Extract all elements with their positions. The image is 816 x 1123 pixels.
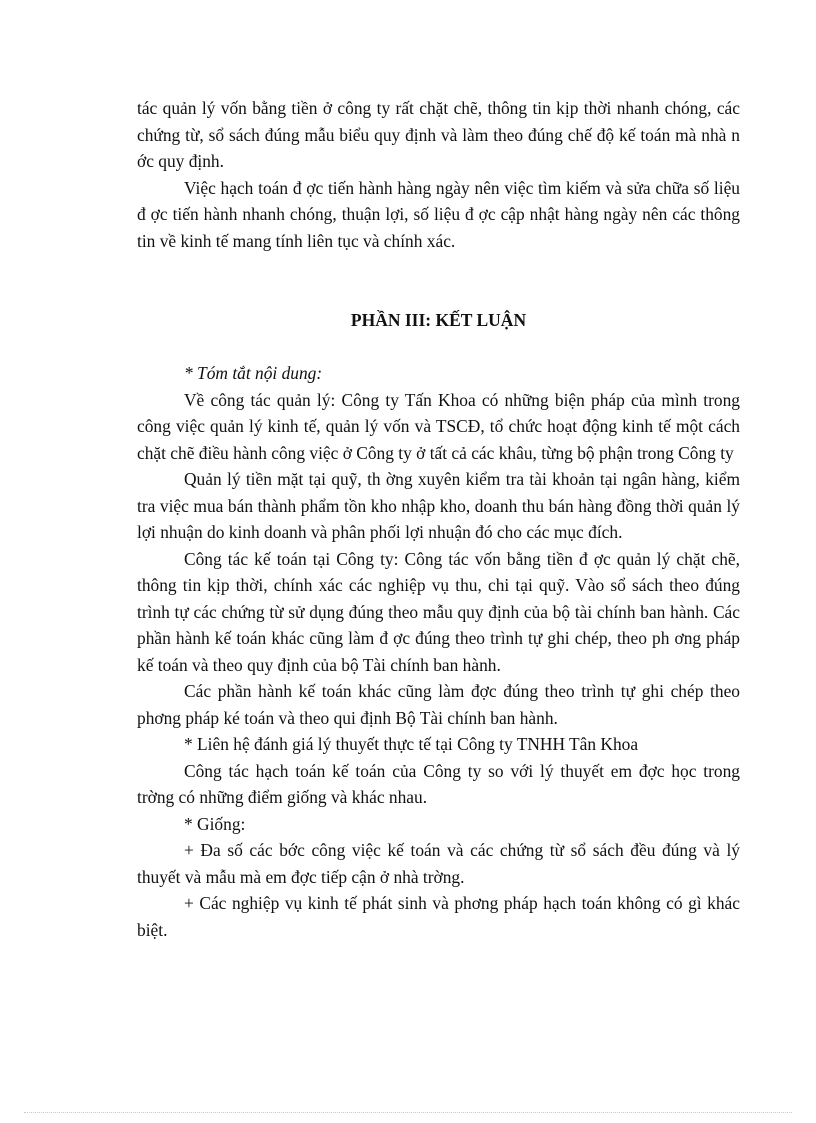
body-paragraph: Công tác kế toán tại Công ty: Công tác vốn bằng tiền đ ợc quản lý chặt chẽ, thông tin kịp thời, chính xác các nghiệp vụ thu, chi tại quỹ. Vào sổ sách theo đúng trình tự các chứng từ sử dụng đúng theo mẫu quy định của bộ tài chính ban hành. Các phần hành kế toán khác cũng làm đ ợc đúng theo trình tự ghi chép, theo ph ơng pháp kế toán và theo quy định của bộ Tài chính ban hành. — [137, 548, 740, 675]
body-paragraph: Quản lý tiền mặt tại quỹ, th ờng xuyên kiểm tra tài khoản tại ngân hàng, kiểm tra việc mua bán thành phẩm tồn kho nhập kho, doanh thu bán hàng đồng thời quản lý lợi nhuận do kinh doanh và phân phối lợi nhuận đó cho các mục đích. — [137, 469, 740, 542]
page-content — [137, 95, 740, 943]
body-paragraph: Công tác hạch toán kế toán của Công ty so với lý thuyết em đợc học trong trờng có những điểm giống và khác nhau. — [137, 760, 740, 807]
body-paragraph: + Đa số các bớc công việc kế toán và các chứng từ sổ sách đều đúng và lý thuyết và mẫu mà em đợc tiếp cận ở nhà trờng. — [137, 840, 740, 887]
body-paragraph: + Các nghiệp vụ kinh tế phát sinh và phơng pháp hạch toán không có gì khác biệt. — [137, 893, 740, 940]
summary-label: * Tóm tắt nội dung: — [184, 363, 323, 383]
body-paragraph: * Giống: — [184, 813, 246, 834]
section-heading: PHẦN III: KẾT LUẬN — [350, 310, 527, 330]
body-paragraph: * Liên hệ đánh giá lý thuyết thực tế tại Công ty TNHH Tân Khoa — [184, 734, 639, 754]
body-paragraph: tác quản lý vốn bằng tiền ở công ty rất chặt chẽ, thông tin kịp thời nhanh chóng, các chứng từ, sổ sách đúng mẫu biểu quy định và làm theo đúng chế độ kế toán mà nhà n ớc quy định. — [137, 98, 740, 171]
body-paragraph: Về công tác quản lý: Công ty Tấn Khoa có những biện pháp của mình trong công việc quản lý kinh tế, quản lý vốn và TSCĐ, tổ chức hoạt động kinh tế một cách chặt chẽ điều hành công việc ở Công ty ở tất cả các khâu, từng bộ phận trong Công ty — [137, 389, 740, 463]
footer-divider — [24, 1112, 792, 1113]
body-paragraph: Việc hạch toán đ ợc tiến hành hàng ngày nên việc tìm kiếm và sửa chữa số liệu đ ợc tiến hành nhanh chóng, thuận lợi, số liệu đ ợc cập nhật hàng ngày nên các thông tin về kinh tế mang tính liên tục và chính xác. — [137, 177, 740, 251]
body-paragraph: Các phần hành kế toán khác cũng làm đợc đúng theo trình tự ghi chép theo phơng pháp ké toán và theo qui định Bộ Tài chính ban hành. — [137, 681, 740, 728]
